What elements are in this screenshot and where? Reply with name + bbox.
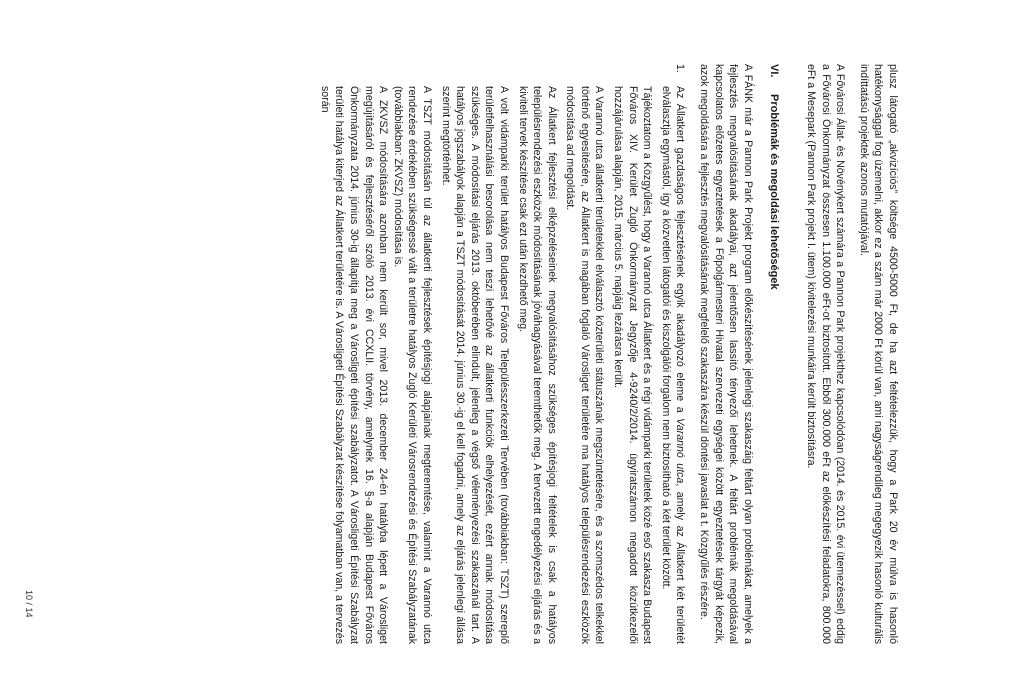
paragraph-law: A ZKVSZ módosítására azonban nem került sor, mivel 2013. december 24-én hatályba lépett a Városliget megújításáról és fejlesztéséről szóló 2013. évi CCXLII. törvény, amelynek 16. §-a alapján Budapest Főváros Önkormányzata 2014. június 30-ig állapítja meg a Városligeti építési szabályzatot. A Városligeti Építési Szabályzat területi hatálya kiterjed az Állatkert területére is. A Városligeti Építési Szabályzat készítése folyamatban van, a tervezés során	[318, 86, 390, 644]
paragraph-tszt: A volt vidámparki terület hatályos Budapest Főváros Településszerkezeti Tervében (továbbiakban: TSZT) szereplő területfelhasználási besorolása nem teszi lehetővé az állatkerti funkciók elhelyezését, ezért annak módosítása szükséges. A módosítási eljárás 2013. októberében elindult, jelenleg a végső véleményezési szakaszánál tart. A hatályos jogszabályok alapján a TSZT módosítását 2014. június 30.-ig el kell fogadni, amely az eljárás jelenlegi állása szerint megtörténhet.	[439, 86, 510, 644]
list-item-number: 1.	[674, 64, 687, 73]
paragraph-zkvsz: A TSZT módosításán túl az állatkerti fejlesztések építésjogi alapjainak megteremtése, valamint a Varannó utca rendezése érdekében szükségessé vált a területre hatályos Zugló Kerületi Városrendezési és Építési Szabályzatának (továbbiakban: ZKVSZ) módosítása is.	[391, 86, 433, 644]
section-title: Problémák és megoldási lehetőségek	[768, 94, 781, 290]
paragraph-status: A Varannó utca állatkerti területekkel elválasztó közterületi státuszának megszüntetésére, és a szomszédos telkekkel történő egyesítésére, az Állatkert is magában foglaló Városliget területére ma hatályos településrendezési eszközök módosítása ad megoldást.	[564, 86, 606, 644]
list-item-text-part: Az Állatkert gazdaságos fejlesztésének egyik akadályozó eleme a	[674, 86, 687, 419]
paragraph-problems: A FÁNK már a Pannon Park Projekt program előkészítésének jelenlegi szakaszáig feltárt olyan problémákat, amelyek a fejlesztés megvalósításának akadályai, azt jelentősen lassító tényezői lehetnek. A feltárt problémák megoldásával kapcsolatos előzetes egyeztetések a Főpolgármesteri Hivatal szervezeti egységei között egyeztetések tárgyát képezik, azok megoldására a fejlesztés megvalósításának megfelelő szakaszára készül döntési javaslat a t. Közgyűlés részére.	[698, 64, 754, 644]
section-heading	[767, 64, 782, 644]
page-number: 10 / 14	[24, 590, 34, 618]
section-number: VI.	[768, 64, 781, 78]
list-item-text-part: , amely az Állatkert két területét elválasztja egymástól, így a közvetlen látogatói és kiszolgálói forgalom nem biztosítható a két terület között.	[659, 86, 687, 644]
page-content	[317, 64, 900, 644]
paragraph-closure: Tájékoztatom a Közgyűlést, hogy a Varannó utca Állatkert és a régi vidámparki területek közé eső szakasza Budapest Főváros XIV. Kerület Zugló Önkormányzat Jegyzője 4-9240/2/2014. ügyiratszámon megadott közútkezelői hozzájárulása alapján, 2015. március 5. napjáig lezárásra került.	[612, 86, 654, 644]
list-item	[658, 64, 687, 644]
street-name: Varannó utca	[674, 418, 687, 484]
paragraph-funding: A Fővárosi Állat- és Növénykert számára a Pannon Park projekthez kapcsolódóan (2014. és 2015. évi ütemezéssel) eddig a Fővárosi Önkormányzat összesen 1.100.000 eFt-ot biztosított. Ebből 300.000 eFt az előkészítési feladatokra, 800.000 eFt a Mesepark (Pannon Park projekt I. ütem) kivitelezési munkáira került biztosításra.	[805, 64, 847, 644]
paragraph-intro: plusz látogató „akvizíciós” költsége 4500-5000 Ft, de ha azt feltételezzük, hogy a Park 20 év múlva is hasonló hatékonysággal fog üzemelni, akkor ez a szám már 2000 Ft körül van, ami nagyságrendileg megegyezik hasonló kulturális indíttatású projektek azonos mutatójával.	[857, 64, 899, 644]
paragraph-legal: Az Állatkert fejlesztési elképzeléseinek megvalósításához szükséges építésjogi feltételek is csak a hatályos településrendezési eszközök módosításának jóváhagyásával teremthetők meg. A tervezett engedélyezési eljárás és a kiviteli tervek készítése csak ezt után kezdhető meg.	[516, 86, 558, 644]
list-item-text	[658, 86, 687, 644]
